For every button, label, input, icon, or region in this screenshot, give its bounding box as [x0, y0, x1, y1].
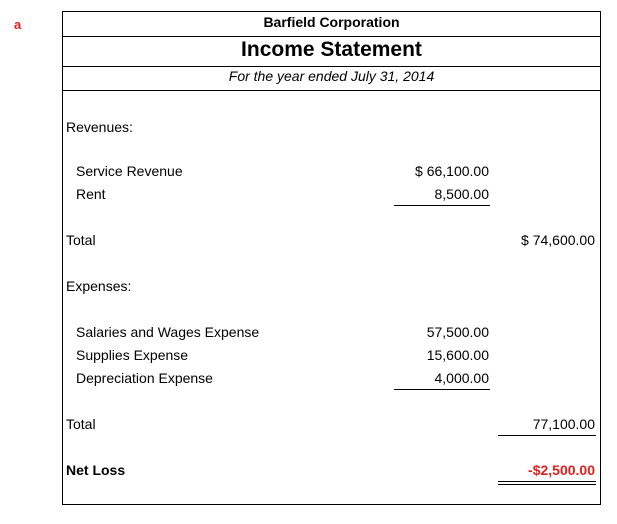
subtotal-rule [394, 389, 490, 390]
double-underline [498, 481, 596, 482]
net-loss-amount: -$2,500.00 [528, 462, 595, 478]
expenses-heading: Expenses: [66, 278, 132, 294]
expense-item-amount: 4,000.00 [434, 370, 489, 386]
total-rule [498, 435, 596, 436]
expense-item-amount: 15,600.00 [426, 347, 489, 363]
expense-item-label: Depreciation Expense [76, 370, 213, 386]
statement-frame [62, 11, 601, 505]
net-loss-label: Net Loss [66, 462, 126, 478]
statement-period: For the year ended July 31, 2014 [228, 68, 435, 84]
expenses-total-label: Total [66, 416, 96, 432]
revenue-item-amount: 8,500.00 [434, 186, 489, 202]
question-marker: a [14, 17, 22, 32]
expense-item-label: Supplies Expense [76, 347, 189, 363]
revenue-item-label: Service Revenue [76, 163, 183, 179]
expense-item-amount: 57,500.00 [426, 324, 489, 340]
revenue-item-amount: $ 66,100.00 [415, 163, 489, 179]
company-name: Barfield Corporation [263, 14, 400, 30]
expense-item-label: Salaries and Wages Expense [76, 324, 260, 340]
header-divider [62, 36, 601, 37]
header-divider [62, 66, 601, 67]
revenues-total-label: Total [66, 232, 96, 248]
subtotal-rule [394, 205, 490, 206]
revenues-heading: Revenues: [66, 119, 133, 135]
double-underline [498, 484, 596, 485]
revenues-total-amount: $ 74,600.00 [521, 232, 595, 248]
revenue-item-label: Rent [76, 186, 106, 202]
header-divider [62, 90, 601, 91]
expenses-total-amount: 77,100.00 [532, 416, 595, 432]
statement-title: Income Statement [241, 38, 422, 61]
